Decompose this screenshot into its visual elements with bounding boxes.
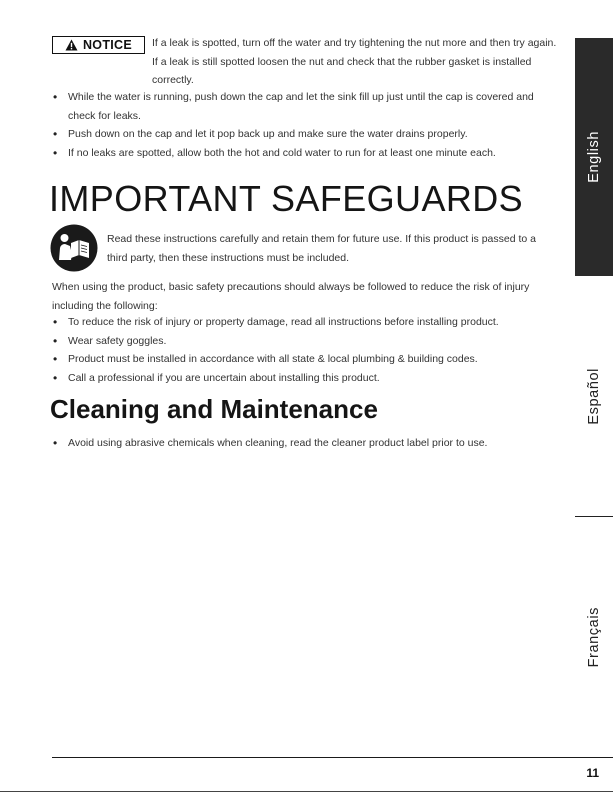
list-item: • Avoid using abrasive chemicals when cleaning, read the cleaner product label prior to use. — [52, 434, 557, 453]
page-number: 11 — [586, 766, 599, 780]
read-manual-icon — [50, 224, 98, 272]
cleaning-list — [52, 434, 557, 453]
safeguards-heading: IMPORTANT SAFEGUARDS — [49, 178, 524, 219]
list-item: • To reduce the risk of injury or property damage, read all instructions before installing product. — [52, 313, 557, 332]
tab-spanish[interactable] — [575, 276, 613, 516]
list-item: • Push down on the cap and let it pop back up and make sure the water drains properly. — [52, 125, 557, 144]
notice-text: If a leak is spotted, turn off the water and try tightening the nut more and then try again. If a leak is still spotted loosen the nut and check that the rubber gasket is installed correctly. — [152, 37, 557, 86]
list-item: • Product must be installed in accordance with all state & local plumbing & building codes. — [52, 350, 557, 369]
list-item: • Wear safety goggles. — [52, 332, 557, 351]
cleaning-heading: Cleaning and Maintenance — [50, 394, 378, 424]
tab-spanish-label: Español — [586, 367, 602, 425]
warning-triangle-icon — [65, 39, 78, 51]
notice-label: NOTICE — [82, 38, 133, 52]
safeguards-intro: When using the product, basic safety precautions should always be followed to reduce the risk of injury including the following: — [52, 281, 530, 312]
notice-badge — [52, 36, 145, 54]
steps-list — [52, 88, 557, 162]
safeguards-list — [52, 313, 557, 387]
list-item: • If no leaks are spotted, allow both the hot and cold water to run for at least one minute each. — [52, 144, 557, 163]
tab-english[interactable] — [575, 38, 613, 276]
read-instructions-text: Read these instructions carefully and retain them for future use. If this product is passed to a third party, then these instructions must be included. — [107, 233, 536, 264]
footer-divider — [52, 757, 613, 758]
page-bottom-edge — [0, 791, 613, 792]
tab-french[interactable] — [575, 516, 613, 757]
list-item: • Call a professional if you are uncertain about installing this product. — [52, 369, 557, 388]
list-item: • While the water is running, push down the cap and let the sink fill up just until the cap is covered and check for leaks. — [52, 88, 557, 125]
tab-english-label: English — [586, 131, 602, 183]
tab-french-label: Français — [586, 606, 602, 668]
